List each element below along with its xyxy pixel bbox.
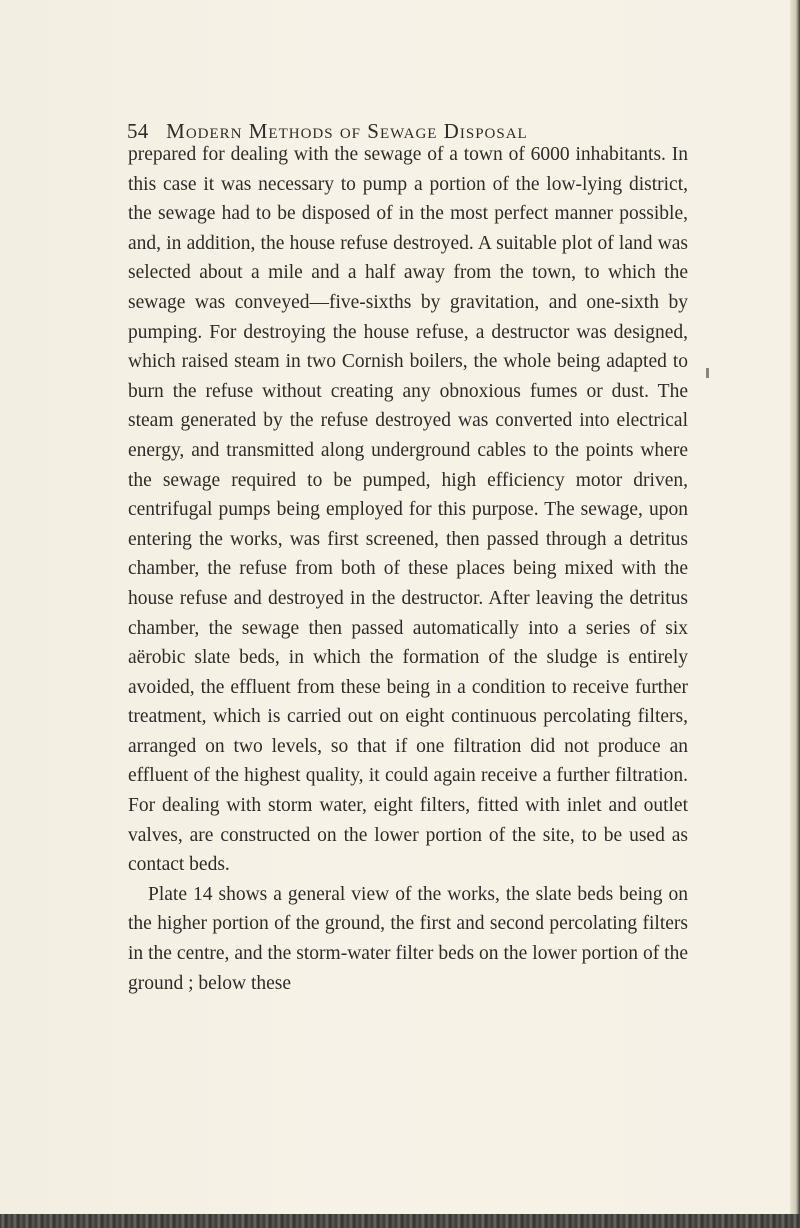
- page-edge-right: [790, 0, 800, 1228]
- paragraph-1: prepared for dealing with the sewage of a town of 6000 inhabitants. In this case it was necessary to pump a portion of the low-lying district, the sewage had to be disposed of in the most perfect manner possible, and, in addition, the house refuse destroyed. A suitable plot of land was selected about a mile and a half away from the town, to which the sewage was conveyed—five-sixths by gravitation, and one-sixth by pumping. For destroying the house refuse, a destructor was designed, which raised steam in two Cornish boilers, the whole being adapted to burn the refuse without creating any obnoxious fumes or dust. The steam generated by the refuse destroyed was converted into electrical energy, and transmitted along underground cables to the points where the sewage required to be pumped, high efficiency motor driven, centrifugal pumps being employed for this purpose. The sewage, upon entering the works, was first screened, then passed through a detritus chamber, the refuse from both of these places being mixed with the house refuse and destroyed in the destructor. After leaving the detritus chamber, the sewage then passed automatically into a series of six aërobic slate beds, in which the formation of the sludge is entirely avoided, the effluent from these being in a condition to receive further treatment, which is carried out on eight continuous percolating filters, arranged on two levels, so that if one filtration did not produce an effluent of the highest quality, it could again receive a further filtration. For dealing with storm water, eight filters, fitted with inlet and outlet valves, are constructed on the lower portion of the site, to be used as contact beds.: [128, 144, 688, 876]
- page-edge-bottom: [0, 1214, 800, 1228]
- page-number: 54: [127, 119, 149, 143]
- body-text: [128, 140, 688, 998]
- margin-mark: [706, 368, 709, 378]
- book-title: Modern Methods of Sewage Disposal: [166, 119, 528, 143]
- paragraph-2: Plate 14 shows a general view of the works, the slate beds being on the higher portion of the ground, the first and second percolating filters in the centre, and the storm-water filter beds on the lower portion of the ground ; below these: [128, 883, 688, 994]
